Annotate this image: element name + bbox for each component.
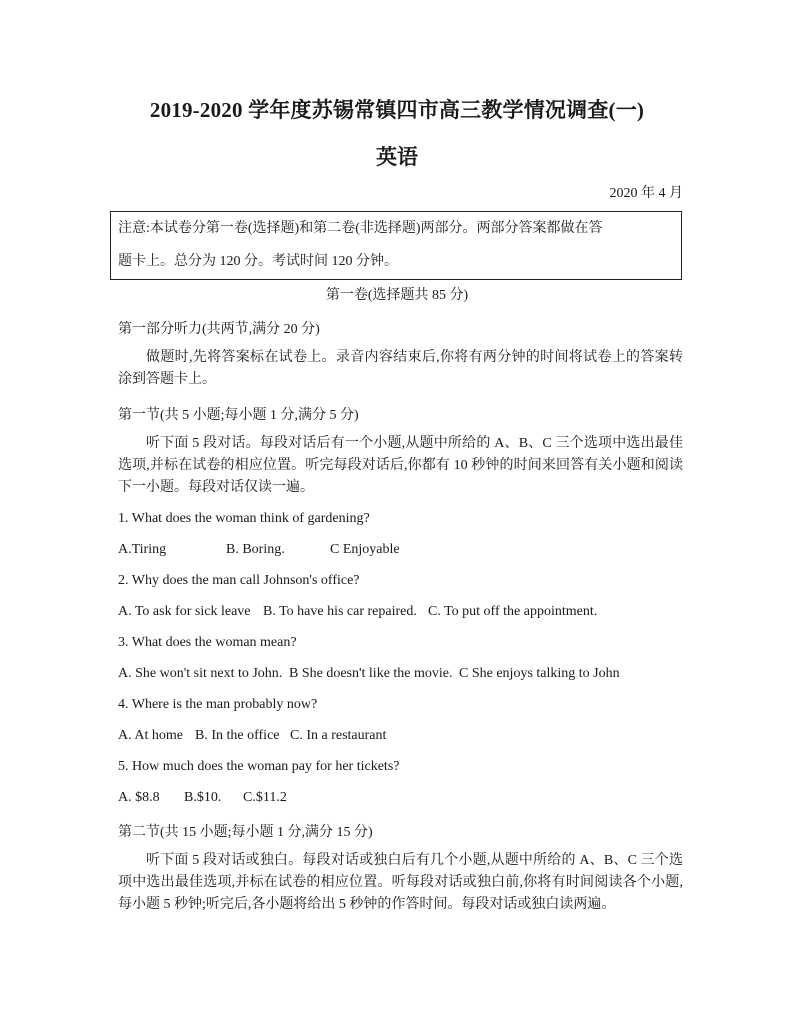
question-5-options bbox=[118, 790, 287, 806]
notice-box bbox=[110, 211, 682, 280]
option-c: C. In a restaurant bbox=[290, 728, 387, 743]
option-c: C.$11.2 bbox=[243, 790, 287, 805]
option-b: B She doesn't like the movie. bbox=[289, 666, 453, 681]
section1-instruction: 听下面 5 段对话。每段对话后有一个小题,从题中所给的 A、B、C 三个选项中选出最佳选项,并标在试卷的相应位置。听完每段对话后,你都有 10 秒钟的时间来回答有关小题和阅读下一小题。每段对话仅读一遍。 bbox=[118, 436, 683, 495]
question-2-options bbox=[118, 604, 597, 620]
section1-heading: 第一节(共 5 小题;每小题 1 分,满分 5 分) bbox=[118, 408, 359, 423]
option-a: A. $8.8 bbox=[118, 790, 160, 805]
question-4-options bbox=[118, 728, 386, 744]
exam-title: 2019-2020 学年度苏锡常镇四市高三教学情况调查(一) bbox=[149, 98, 645, 122]
option-a: A. At home bbox=[118, 728, 183, 743]
notice-line-2: 题卡上。总分为 120 分。考试时间 120 分钟。 bbox=[118, 254, 398, 269]
section2-instruction: 听下面 5 段对话或独白。每段对话或独白后有几个小题,从题中所给的 A、B、C 三个选项中选出最佳选项,并标在试卷的相应位置。听每段对话或独白前,你将有时间阅读各个小题,每小题 5 秒钟;听完后,各小题将给出 5 秒钟的作答时间。每段对话或独白读两遍。 bbox=[118, 853, 683, 912]
subject-title: 英语 bbox=[376, 145, 418, 169]
option-a: A. To ask for sick leave bbox=[118, 604, 251, 619]
question-5: 5. How much does the woman pay for her tickets? bbox=[118, 759, 400, 774]
option-b: B. In the office bbox=[195, 728, 280, 743]
option-a: A.Tiring bbox=[118, 542, 167, 557]
question-2: 2. Why does the man call Johnson's office? bbox=[118, 573, 360, 588]
exam-date: 2020 年 4 月 bbox=[609, 186, 683, 201]
section2-heading: 第二节(共 15 小题;每小题 1 分,满分 15 分) bbox=[118, 825, 373, 840]
option-c: C. To put off the appointment. bbox=[428, 604, 598, 619]
question-3: 3. What does the woman mean? bbox=[118, 635, 297, 650]
option-b: B.$10. bbox=[184, 790, 222, 805]
notice-line-1: 注意:本试卷分第一卷(选择题)和第二卷(非选择题)两部分。两部分答案都做在答 bbox=[118, 221, 603, 236]
option-c: C She enjoys talking to John bbox=[459, 666, 620, 681]
part1-instruction: 做题时,先将答案标在试卷上。录音内容结束后,你将有两分钟的时间将试卷上的答案转涂到答题卡上。 bbox=[118, 350, 683, 387]
part1-heading: 第一部分听力(共两节,满分 20 分) bbox=[118, 322, 320, 337]
option-c: C Enjoyable bbox=[330, 542, 400, 557]
question-4: 4. Where is the man probably now? bbox=[118, 697, 318, 712]
option-a: A. She won't sit next to John. bbox=[118, 666, 283, 681]
volume-title: 第一卷(选择题共 85 分) bbox=[325, 288, 469, 303]
option-b: B. To have his car repaired. bbox=[263, 604, 417, 619]
question-3-options bbox=[118, 666, 620, 682]
question-1: 1. What does the woman think of gardening? bbox=[118, 511, 370, 526]
option-b: B. Boring. bbox=[226, 542, 285, 557]
question-1-options bbox=[118, 542, 400, 558]
